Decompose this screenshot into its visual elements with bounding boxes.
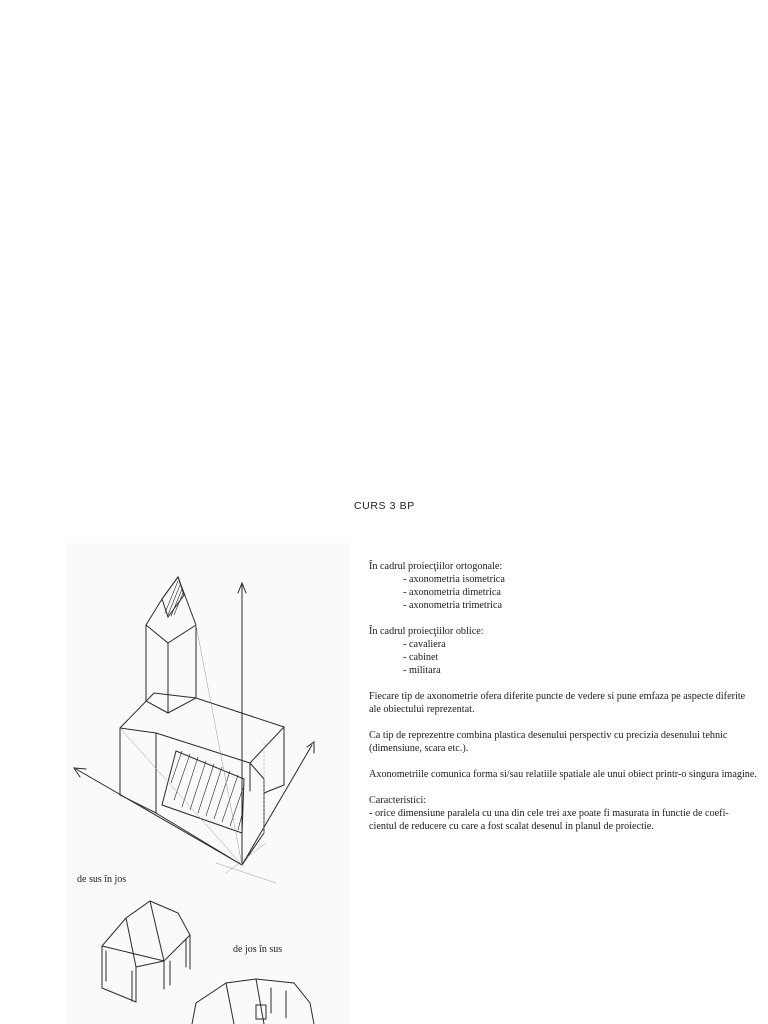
ortho-item: - axonometria isometrica xyxy=(403,574,505,585)
oblique-heading: În cadrul proiecţiilor oblice: xyxy=(369,626,484,637)
paragraph-representation: Ca tip de reprezentre combina plastica desenului perspectiv cu precizia desenului tehnic (dimensiune, scara etc.). xyxy=(369,730,728,754)
ortho-heading: În cadrul proiecţiilor ortogonale: xyxy=(369,561,503,572)
right-axis xyxy=(242,745,312,865)
label-top-down: de sus în jos xyxy=(77,874,127,885)
tower xyxy=(146,577,196,713)
ortho-section xyxy=(369,560,759,612)
sketch-drawing xyxy=(66,543,350,1024)
construction-lines xyxy=(120,625,276,883)
course-header: CURS 3 BP xyxy=(354,500,415,512)
label-bottom-up: de jos în sus xyxy=(233,944,283,955)
oblique-item: - militara xyxy=(403,665,441,676)
axonometric-sketch xyxy=(66,543,350,1024)
small-house-bottom-up xyxy=(192,979,314,1024)
ortho-item: - axonometria trimetrica xyxy=(403,600,502,611)
features-text-line2: cientul de reducere cu care a fost scalat desenul in planul de proiectie. xyxy=(369,821,654,832)
main-volume xyxy=(120,693,284,865)
features-heading: Caracteristici: xyxy=(369,795,427,806)
features-section xyxy=(369,794,759,833)
ortho-item: - axonometria dimetrica xyxy=(403,587,501,598)
paragraph-communication: Axonometriile comunica forma si/sau relatiile spatiale ale unui obiect printr-o singura imagine. xyxy=(369,769,757,780)
features-text-line1: - orice dimensiune paralela cu una din cele trei axe poate fi masurata in functie de coefi- xyxy=(369,808,729,819)
oblique-item: - cabinet xyxy=(403,652,439,663)
left-axis xyxy=(76,769,242,865)
oblique-item: - cavaliera xyxy=(403,639,446,650)
small-house-top-down xyxy=(102,901,190,1002)
paragraph-viewpoints: Fiecare tip de axonometrie ofera diferite puncte de vedere si pune emfaza pe aspecte diferite ale obiectului reprezentat. xyxy=(369,691,746,715)
text-column xyxy=(369,560,759,846)
oblique-section xyxy=(369,625,759,677)
